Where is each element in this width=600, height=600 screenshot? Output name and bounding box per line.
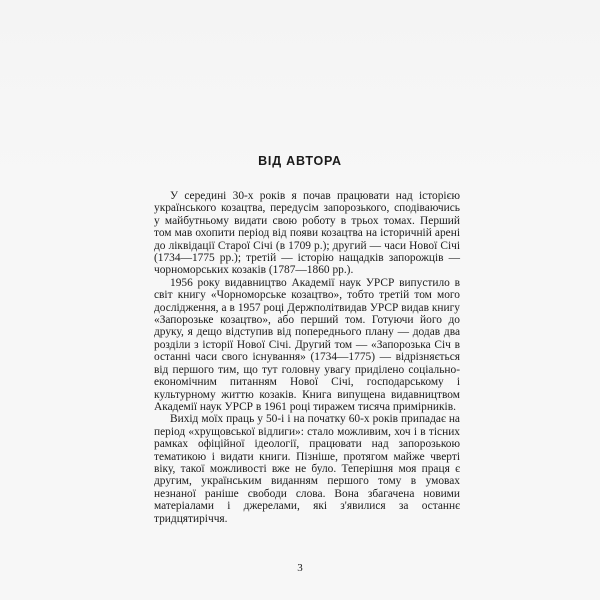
paragraph: Вихід моїх праць у 50-і і на початку 60-х років припадає на період «хрущовської відлиги»: стало можливим, хоч і в тісних рамках офіційної ідеології, працювати над запорозькою тематикою і видати книги. Пізніше, протягом майже чверті віку, такої можливості вже не було. Теперішня моя праця є другим, українським виданням першого тому в умовах незнаної раніше свободи слова. Вона збагачена новими матеріалами і джерелами, які з'явилися за останнє тридцятиріччя. bbox=[154, 413, 460, 525]
body-text bbox=[154, 190, 460, 525]
page-title: ВІД АВТОРА bbox=[258, 154, 342, 168]
paragraph: 1956 року видавництво Академії наук УРСР випустило в світ книгу «Чорноморське козацтво», тобто третій том мого дослідження, а в 1957 році Держполітвидав УРСР видав книгу «Запорозьке козацтво», або перший том. Готуючи його до друку, я дещо відступив від попереднього плану — додав два розділи з історії Нової Січі. Другий том — «Запорозька Січ в останні часи свого існування» (1734—1775) — відрізняється від першого тим, що тут головну увагу приділено соціально-економічним питанням Нової Січі, господарському і культурному життю козаків. Книга випущена видавництвом Академії наук УРСР в 1961 році тиражем тисяча примірників. bbox=[154, 276, 460, 413]
paragraph: У середині 30-х років я почав працювати над історією українського козацтва, передусім запорозького, сподіваючись у майбутньому видати свою роботу в трьох томах. Перший том мав охопити період від появи козацтва на історичній арені до ліквідації Старої Січі (в 1709 р.); другий — часи Нової Січі (1734—1775 рр.); третій — історію нащадків запорожців — чорноморських козаків (1787—1860 рр.). bbox=[154, 190, 460, 277]
page-number: 3 bbox=[297, 562, 303, 574]
